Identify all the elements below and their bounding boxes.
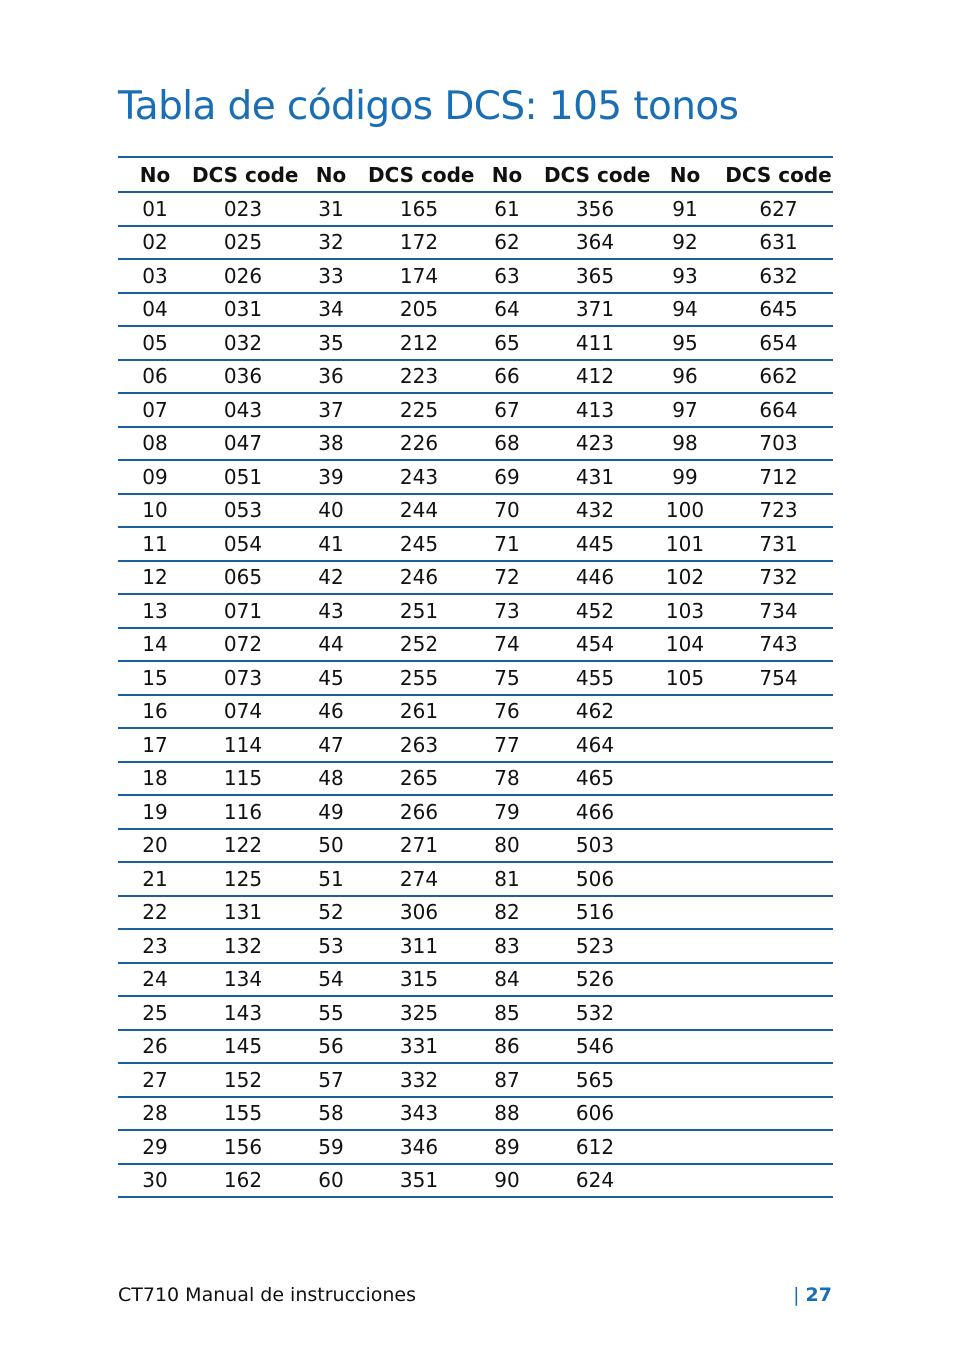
header-no-2: No [315, 162, 347, 187]
cell-no-4: 104 [665, 632, 705, 657]
cell-no-1: 27 [142, 1067, 168, 1092]
cell-no-4 [646, 1063, 724, 1097]
cell-dcs-code-4 [724, 1130, 833, 1164]
cell-dcs-code-3: 606 [575, 1101, 615, 1126]
cell-dcs-code-4: 631 [759, 230, 798, 255]
cell-no-1: 14 [142, 632, 168, 657]
cell-dcs-code-4: 662 [759, 364, 798, 389]
cell-dcs-code-3: 466 [575, 799, 615, 824]
cell-dcs-code-3: 432 [575, 498, 615, 523]
cell-dcs-code-1: 143 [223, 1000, 263, 1025]
cell-dcs-code-2: 325 [399, 1000, 439, 1025]
cell-no-3: 83 [494, 933, 520, 958]
cell-dcs-code-2: 225 [399, 397, 439, 422]
cell-no-1: 11 [142, 531, 168, 556]
cell-no-2: 42 [318, 565, 344, 590]
cell-no-2: 36 [318, 364, 344, 389]
table-row [118, 1063, 833, 1097]
cell-dcs-code-4: 703 [759, 431, 798, 456]
cell-no-3: 85 [494, 1000, 520, 1025]
cell-no-3: 75 [494, 665, 520, 690]
cell-dcs-code-2: 243 [399, 464, 439, 489]
cell-dcs-code-4 [724, 762, 833, 796]
cell-dcs-code-3: 546 [575, 1034, 615, 1059]
cell-dcs-code-1: 054 [223, 531, 263, 556]
cell-dcs-code-2: 165 [399, 196, 439, 221]
cell-no-1: 25 [142, 1000, 168, 1025]
cell-dcs-code-3: 452 [575, 598, 615, 623]
table-row [118, 1097, 833, 1131]
cell-no-1: 01 [142, 196, 168, 221]
table-body [118, 192, 833, 1197]
cell-dcs-code-1: 116 [223, 799, 263, 824]
cell-dcs-code-2: 246 [399, 565, 439, 590]
cell-no-1: 05 [142, 330, 168, 355]
cell-dcs-code-3: 364 [575, 230, 615, 255]
cell-dcs-code-1: 145 [223, 1034, 263, 1059]
cell-dcs-code-2: 244 [399, 498, 439, 523]
cell-dcs-code-3: 445 [575, 531, 615, 556]
cell-no-1: 24 [142, 967, 168, 992]
cell-dcs-code-4: 712 [759, 464, 798, 489]
cell-no-4: 95 [672, 330, 698, 355]
cell-no-4: 101 [665, 531, 705, 556]
table-row [118, 393, 833, 427]
table-row [118, 929, 833, 963]
cell-dcs-code-3: 565 [575, 1067, 615, 1092]
table-row [118, 862, 833, 896]
cell-no-2: 45 [318, 665, 344, 690]
cell-no-3: 65 [494, 330, 520, 355]
table-row [118, 1130, 833, 1164]
cell-dcs-code-2: 351 [399, 1168, 439, 1193]
cell-dcs-code-3: 532 [575, 1000, 615, 1025]
cell-no-4 [646, 896, 724, 930]
cell-no-1: 03 [142, 263, 168, 288]
cell-no-1: 22 [142, 900, 168, 925]
table-row [118, 728, 833, 762]
cell-no-1: 15 [142, 665, 168, 690]
cell-no-4 [646, 762, 724, 796]
cell-dcs-code-3: 612 [575, 1134, 615, 1159]
cell-dcs-code-3: 365 [575, 263, 615, 288]
cell-dcs-code-4 [724, 695, 833, 729]
cell-no-1: 18 [142, 766, 168, 791]
cell-dcs-code-4: 654 [759, 330, 798, 355]
cell-dcs-code-1: 073 [223, 665, 263, 690]
cell-dcs-code-3: 462 [575, 699, 615, 724]
cell-no-2: 49 [318, 799, 344, 824]
cell-dcs-code-1: 115 [223, 766, 263, 791]
cell-no-4: 93 [672, 263, 698, 288]
cell-no-3: 80 [494, 833, 520, 858]
cell-dcs-code-2: 343 [399, 1101, 439, 1126]
cell-dcs-code-4 [724, 963, 833, 997]
cell-dcs-code-4 [724, 795, 833, 829]
table-row [118, 996, 833, 1030]
cell-dcs-code-3: 413 [575, 397, 615, 422]
cell-dcs-code-1: 051 [223, 464, 263, 489]
cell-no-4: 98 [672, 431, 698, 456]
cell-dcs-code-1: 025 [223, 230, 263, 255]
cell-dcs-code-1: 155 [223, 1101, 263, 1126]
cell-dcs-code-2: 261 [399, 699, 439, 724]
cell-dcs-code-3: 412 [575, 364, 615, 389]
cell-dcs-code-1: 134 [223, 967, 263, 992]
cell-no-3: 67 [494, 397, 520, 422]
cell-no-3: 69 [494, 464, 520, 489]
cell-dcs-code-2: 212 [399, 330, 439, 355]
cell-no-4 [646, 862, 724, 896]
table-header [118, 157, 833, 192]
header-dcs-code-1: DCS code [192, 162, 299, 187]
table-row [118, 527, 833, 561]
table-row [118, 695, 833, 729]
cell-no-4 [646, 829, 724, 863]
cell-no-2: 50 [318, 833, 344, 858]
cell-dcs-code-1: 131 [223, 900, 263, 925]
cell-no-2: 52 [318, 900, 344, 925]
cell-no-1: 16 [142, 699, 168, 724]
cell-no-1: 13 [142, 598, 168, 623]
cell-dcs-code-4: 723 [759, 498, 798, 523]
cell-dcs-code-1: 043 [223, 397, 263, 422]
cell-no-4: 100 [665, 498, 705, 523]
cell-no-4 [646, 929, 724, 963]
cell-no-3: 76 [494, 699, 520, 724]
table-row [118, 259, 833, 293]
cell-dcs-code-1: 162 [223, 1168, 263, 1193]
cell-no-4: 97 [672, 397, 698, 422]
table-row [118, 896, 833, 930]
cell-dcs-code-4: 734 [759, 598, 798, 623]
cell-no-2: 53 [318, 933, 344, 958]
cell-dcs-code-4: 731 [759, 531, 798, 556]
cell-no-3: 72 [494, 565, 520, 590]
cell-no-1: 04 [142, 297, 168, 322]
cell-dcs-code-3: 523 [575, 933, 615, 958]
cell-dcs-code-3: 506 [575, 866, 615, 891]
cell-no-2: 41 [318, 531, 344, 556]
cell-no-1: 02 [142, 230, 168, 255]
cell-dcs-code-4: 732 [759, 565, 798, 590]
cell-no-3: 64 [494, 297, 520, 322]
cell-dcs-code-3: 503 [575, 833, 615, 858]
cell-no-3: 63 [494, 263, 520, 288]
header-dcs-code-4: DCS code [725, 162, 832, 187]
cell-dcs-code-4 [724, 728, 833, 762]
cell-no-2: 39 [318, 464, 344, 489]
cell-no-2: 54 [318, 967, 344, 992]
cell-dcs-code-1: 074 [223, 699, 263, 724]
table-row [118, 192, 833, 226]
cell-no-3: 77 [494, 732, 520, 757]
cell-no-1: 06 [142, 364, 168, 389]
cell-no-3: 78 [494, 766, 520, 791]
cell-dcs-code-2: 174 [399, 263, 439, 288]
table-row [118, 963, 833, 997]
cell-dcs-code-1: 026 [223, 263, 263, 288]
cell-no-2: 57 [318, 1067, 344, 1092]
cell-dcs-code-4 [724, 1063, 833, 1097]
cell-dcs-code-2: 263 [399, 732, 439, 757]
cell-no-1: 29 [142, 1134, 168, 1159]
cell-no-2: 34 [318, 297, 344, 322]
cell-dcs-code-2: 255 [399, 665, 439, 690]
cell-no-4 [646, 795, 724, 829]
cell-no-4: 96 [672, 364, 698, 389]
cell-dcs-code-2: 205 [399, 297, 439, 322]
cell-dcs-code-2: 266 [399, 799, 439, 824]
cell-dcs-code-1: 114 [223, 732, 263, 757]
dcs-code-table [118, 156, 833, 1198]
cell-no-1: 17 [142, 732, 168, 757]
footer-page-number-block [793, 1284, 832, 1306]
cell-no-3: 73 [494, 598, 520, 623]
cell-dcs-code-2: 223 [399, 364, 439, 389]
header-dcs-code-2: DCS code [368, 162, 475, 187]
cell-no-2: 37 [318, 397, 344, 422]
cell-no-3: 89 [494, 1134, 520, 1159]
header-no-3: No [491, 162, 523, 187]
cell-no-2: 55 [318, 1000, 344, 1025]
cell-dcs-code-2: 306 [399, 900, 439, 925]
cell-no-4 [646, 728, 724, 762]
table-row [118, 1164, 833, 1198]
cell-dcs-code-2: 271 [399, 833, 439, 858]
cell-no-1: 26 [142, 1034, 168, 1059]
cell-dcs-code-4: 664 [759, 397, 798, 422]
cell-dcs-code-1: 065 [223, 565, 263, 590]
table-row [118, 226, 833, 260]
cell-dcs-code-4: 645 [759, 297, 798, 322]
cell-no-2: 59 [318, 1134, 344, 1159]
cell-dcs-code-2: 265 [399, 766, 439, 791]
cell-dcs-code-2: 311 [399, 933, 439, 958]
table-row [118, 561, 833, 595]
cell-dcs-code-1: 156 [223, 1134, 263, 1159]
cell-dcs-code-2: 331 [399, 1034, 439, 1059]
cell-no-4: 99 [672, 464, 698, 489]
table-row [118, 293, 833, 327]
cell-no-2: 58 [318, 1101, 344, 1126]
cell-no-3: 66 [494, 364, 520, 389]
cell-dcs-code-1: 032 [223, 330, 263, 355]
cell-no-1: 09 [142, 464, 168, 489]
cell-no-3: 74 [494, 632, 520, 657]
cell-dcs-code-2: 252 [399, 632, 439, 657]
cell-dcs-code-3: 464 [575, 732, 615, 757]
cell-dcs-code-4: 632 [759, 263, 798, 288]
cell-no-2: 48 [318, 766, 344, 791]
cell-dcs-code-1: 036 [223, 364, 263, 389]
cell-no-2: 31 [318, 196, 344, 221]
table-row [118, 427, 833, 461]
cell-no-4: 103 [665, 598, 705, 623]
cell-dcs-code-4 [724, 996, 833, 1030]
table-row [118, 594, 833, 628]
cell-dcs-code-3: 465 [575, 766, 615, 791]
cell-no-4 [646, 695, 724, 729]
cell-no-1: 07 [142, 397, 168, 422]
cell-dcs-code-1: 152 [223, 1067, 263, 1092]
table-row [118, 360, 833, 394]
cell-dcs-code-4 [724, 896, 833, 930]
cell-no-3: 68 [494, 431, 520, 456]
cell-no-1: 28 [142, 1101, 168, 1126]
cell-dcs-code-1: 053 [223, 498, 263, 523]
cell-no-3: 61 [494, 196, 520, 221]
cell-no-4 [646, 963, 724, 997]
cell-dcs-code-1: 031 [223, 297, 263, 322]
cell-dcs-code-3: 411 [575, 330, 615, 355]
table-row [118, 829, 833, 863]
cell-no-2: 33 [318, 263, 344, 288]
cell-no-4: 105 [665, 665, 705, 690]
cell-dcs-code-3: 356 [575, 196, 615, 221]
page-title: Tabla de códigos DCS: 105 tonos [118, 84, 739, 129]
cell-no-1: 23 [142, 933, 168, 958]
cell-no-3: 81 [494, 866, 520, 891]
table-row [118, 326, 833, 360]
cell-dcs-code-3: 624 [575, 1168, 615, 1193]
cell-no-3: 87 [494, 1067, 520, 1092]
cell-dcs-code-2: 315 [399, 967, 439, 992]
cell-dcs-code-3: 526 [575, 967, 615, 992]
cell-no-3: 88 [494, 1101, 520, 1126]
cell-no-4: 102 [665, 565, 705, 590]
cell-no-3: 90 [494, 1168, 520, 1193]
footer-page-number: 27 [805, 1284, 832, 1306]
header-dcs-code-3: DCS code [544, 162, 651, 187]
table-row [118, 795, 833, 829]
cell-dcs-code-1: 047 [223, 431, 263, 456]
cell-dcs-code-4: 754 [759, 665, 798, 690]
header-no-4: No [669, 162, 701, 187]
table-row [118, 762, 833, 796]
table-row [118, 460, 833, 494]
cell-no-2: 47 [318, 732, 344, 757]
cell-dcs-code-3: 446 [575, 565, 615, 590]
cell-no-2: 60 [318, 1168, 344, 1193]
cell-no-3: 82 [494, 900, 520, 925]
cell-no-2: 51 [318, 866, 344, 891]
table-row [118, 661, 833, 695]
cell-no-4: 94 [672, 297, 698, 322]
cell-dcs-code-2: 274 [399, 866, 439, 891]
cell-no-1: 30 [142, 1168, 168, 1193]
cell-no-2: 35 [318, 330, 344, 355]
cell-dcs-code-3: 423 [575, 431, 615, 456]
cell-no-3: 71 [494, 531, 520, 556]
cell-no-4 [646, 1130, 724, 1164]
cell-dcs-code-3: 516 [575, 900, 615, 925]
cell-dcs-code-2: 251 [399, 598, 439, 623]
cell-no-1: 10 [142, 498, 168, 523]
cell-dcs-code-3: 371 [575, 297, 615, 322]
cell-no-3: 79 [494, 799, 520, 824]
cell-dcs-code-4 [724, 1164, 833, 1198]
cell-dcs-code-2: 226 [399, 431, 439, 456]
cell-no-4 [646, 1030, 724, 1064]
cell-dcs-code-3: 431 [575, 464, 615, 489]
cell-dcs-code-1: 023 [223, 196, 263, 221]
header-no-1: No [139, 162, 171, 187]
cell-no-1: 12 [142, 565, 168, 590]
footer-manual-title: CT710 Manual de instrucciones [118, 1284, 416, 1306]
cell-no-4: 92 [672, 230, 698, 255]
header-row [118, 157, 833, 192]
cell-no-2: 32 [318, 230, 344, 255]
cell-dcs-code-2: 172 [399, 230, 439, 255]
cell-dcs-code-4 [724, 1097, 833, 1131]
cell-dcs-code-1: 132 [223, 933, 263, 958]
cell-dcs-code-3: 454 [575, 632, 615, 657]
table-row [118, 494, 833, 528]
cell-dcs-code-2: 245 [399, 531, 439, 556]
cell-no-4 [646, 996, 724, 1030]
cell-dcs-code-1: 122 [223, 833, 263, 858]
cell-no-4 [646, 1097, 724, 1131]
cell-no-3: 62 [494, 230, 520, 255]
cell-no-2: 44 [318, 632, 344, 657]
cell-no-1: 20 [142, 833, 168, 858]
cell-no-2: 43 [318, 598, 344, 623]
cell-dcs-code-4 [724, 862, 833, 896]
cell-no-4 [646, 1164, 724, 1198]
table-row [118, 1030, 833, 1064]
cell-no-2: 46 [318, 699, 344, 724]
cell-no-3: 70 [494, 498, 520, 523]
cell-dcs-code-4: 627 [759, 196, 798, 221]
cell-dcs-code-4 [724, 929, 833, 963]
cell-dcs-code-4: 743 [759, 632, 798, 657]
cell-dcs-code-2: 332 [399, 1067, 439, 1092]
cell-no-2: 40 [318, 498, 344, 523]
cell-dcs-code-4 [724, 829, 833, 863]
cell-dcs-code-1: 072 [223, 632, 263, 657]
footer-separator: | [793, 1284, 800, 1306]
cell-dcs-code-1: 125 [223, 866, 263, 891]
cell-no-1: 19 [142, 799, 168, 824]
cell-no-1: 08 [142, 431, 168, 456]
cell-no-3: 84 [494, 967, 520, 992]
cell-dcs-code-4 [724, 1030, 833, 1064]
cell-no-3: 86 [494, 1034, 520, 1059]
cell-dcs-code-3: 455 [575, 665, 615, 690]
cell-no-1: 21 [142, 866, 168, 891]
table-row [118, 628, 833, 662]
cell-dcs-code-2: 346 [399, 1134, 439, 1159]
cell-no-2: 38 [318, 431, 344, 456]
cell-no-4: 91 [672, 196, 698, 221]
cell-no-2: 56 [318, 1034, 344, 1059]
cell-dcs-code-1: 071 [223, 598, 263, 623]
